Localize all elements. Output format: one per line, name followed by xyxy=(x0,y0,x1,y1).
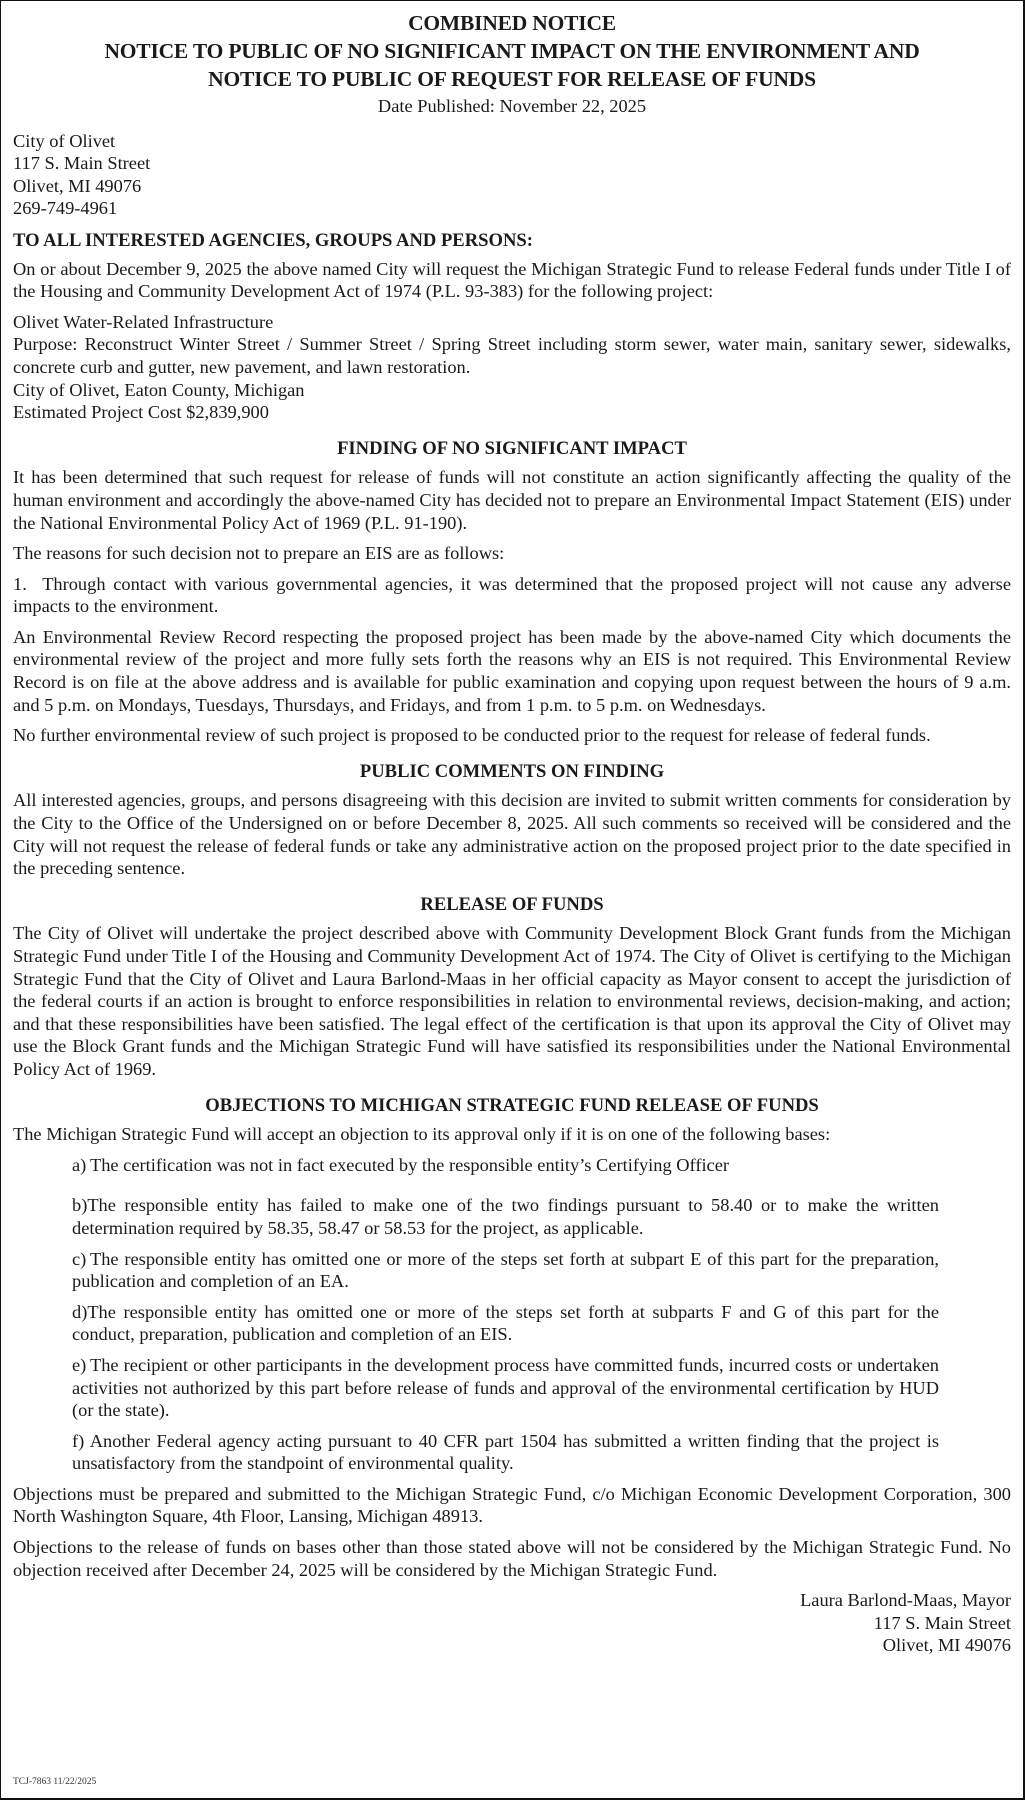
city-address-block xyxy=(13,130,1011,220)
objection-basis-e: e) The recipient or other participants in the development process have committed funds, incurred costs or undertaken activities not authorized by this part before release of funds and approval of the environmental certification by HUD (or the state). xyxy=(72,1354,939,1421)
objection-basis-a: a) The certification was not in fact executed by the responsible entity’s Certifying Officer xyxy=(72,1154,729,1175)
objection-basis-d: d)The responsible entity has omitted one or more of the steps set forth at subparts F and G of this part for the conduct, preparation, publication and completion of an EIS. xyxy=(72,1301,939,1345)
notice-title: COMBINED NOTICE xyxy=(408,11,616,35)
notice-header xyxy=(13,9,1011,118)
finding-heading: FINDING OF NO SIGNIFICANT IMPACT xyxy=(337,437,687,459)
project-location: City of Olivet, Eaton County, Michigan xyxy=(13,379,305,400)
date-published: Date Published: November 22, 2025 xyxy=(377,96,647,116)
public-comments-heading: PUBLIC COMMENTS ON FINDING xyxy=(359,760,665,782)
release-of-funds-paragraph: The City of Olivet will undertake the project described above with Community Development Block Grant funds from the Michigan Strategic Fund under Title I of the Housing and Community Development Act of 1974. The City of Olivet is certifying to the Michigan Strategic Fund that the City of Olivet and Laura Barlond-Maas in her official capacity as Mayor consent to accept the jurisdiction of the federal courts if an action is brought to enforce responsibilities in relation to environmental reviews, decision-making, and action; and that these responsibilities have been satisfied. The legal effect of the certification is that upon its approval the City of Olivet may use the Block Grant funds and the Michigan Strategic Fund will have satisfied its responsibilities under the National Environmental Policy Act of 1969. xyxy=(13,923,1011,1079)
public-comments-paragraph: All interested agencies, groups, and persons disagreeing with this decision are invited to submit written comments for consideration by the City to the Office of the Undersigned on or before December 8, 2025. All such comments so received will be considered and the City will not request the release of federal funds or take any administrative action on the proposed project prior to the date specified in the preceding sentence. xyxy=(13,790,1011,879)
objection-bases-list xyxy=(13,1154,1011,1475)
objection-basis-c: c) The responsible entity has omitted one or more of the steps set forth at subpart E of this part for the preparation, publication and completion of an EA. xyxy=(72,1248,939,1292)
objections-section xyxy=(13,1095,1011,1582)
project-name: Olivet Water-Related Infrastructure xyxy=(13,311,274,332)
reason-text: Through contact with various governmental agencies, it was determined that the proposed project will not cause any adverse impacts to the environment. xyxy=(13,573,1011,617)
signatory-city-state-zip: Olivet, MI 49076 xyxy=(882,1635,1011,1656)
objection-basis-b: b)The responsible entity has failed to make one of the two findings pursuant to 58.40 or to make the written determination required by 58.35, 58.47 or 58.53 for the project, as applicable. xyxy=(72,1195,939,1238)
objections-deadline-paragraph: Objections to the release of funds on bases other than those stated above will not be considered by the Michigan Strategic Fund. No objection received after December 24, 2025 will be considered by the Michigan Strategic Fund. xyxy=(13,1537,1011,1580)
signatory-street: 117 S. Main Street xyxy=(873,1612,1011,1633)
notice-subtitle-line-2: NOTICE TO PUBLIC OF REQUEST FOR RELEASE OF FUNDS xyxy=(208,67,816,91)
intro-paragraph: On or about December 9, 2025 the above named City will request the Michigan Strategic Fund to release Federal funds under Title I of the Housing and Community Development Act of 1974 (P.L. 93-383) for the following project: xyxy=(13,258,1011,302)
finding-paragraph-1: It has been determined that such request for release of funds will not constitute an action significantly affecting the quality of the human environment and accordingly the above-named City has decided not to prepare an Environmental Impact Statement (EIS) under the National Environmental Policy Act of 1969 (P.L. 91-190). xyxy=(13,467,1011,533)
objections-heading: OBJECTIONS TO MICHIGAN STRATEGIC FUND RELEASE OF FUNDS xyxy=(205,1094,819,1116)
finding-paragraph-4: No further environmental review of such project is proposed to be conducted prior to the request for release of federal funds. xyxy=(13,725,931,746)
project-cost: Estimated Project Cost $2,839,900 xyxy=(13,402,269,423)
finding-section xyxy=(13,438,1011,747)
reason-number: 1. xyxy=(13,573,27,594)
objections-intro: The Michigan Strategic Fund will accept an objection to its approval only if it is on one of the following bases: xyxy=(13,1124,831,1145)
project-block xyxy=(13,311,1011,424)
city-phone: 269-749-4961 xyxy=(13,198,118,219)
project-purpose: Purpose: Reconstruct Winter Street / Summer Street / Spring Street including storm sewer, water main, sanitary sewer, sidewalks, concrete curb and gutter, new pavement, and lawn restoration. xyxy=(13,334,1011,377)
signatory-name: Laura Barlond-Maas, Mayor xyxy=(800,1590,1011,1611)
signature-block xyxy=(13,1589,1011,1657)
objection-basis-f: f) Another Federal agency acting pursuant to 40 CFR part 1504 has submitted a written finding that the project is unsatisfactory from the standpoint of environmental quality. xyxy=(72,1430,939,1474)
release-of-funds-section xyxy=(13,894,1011,1081)
publication-code: TCJ-7863 11/22/2025 xyxy=(13,1777,97,1787)
city-state-zip: Olivet, MI 49076 xyxy=(13,175,142,196)
release-of-funds-heading: RELEASE OF FUNDS xyxy=(420,893,604,915)
notice-subtitle-line-1: NOTICE TO PUBLIC OF NO SIGNIFICANT IMPACT ON THE ENVIRONMENT AND xyxy=(104,39,920,63)
city-name: City of Olivet xyxy=(13,130,116,151)
finding-reason-1 xyxy=(13,573,1011,618)
objections-submission-paragraph: Objections must be prepared and submitted to the Michigan Strategic Fund, c/o Michigan Economic Development Corporation, 300 North Washington Square, 4th Floor, Lansing, Michigan 48913. xyxy=(13,1483,1011,1527)
finding-paragraph-3: An Environmental Review Record respecting the proposed project has been made by the above-named City which documents the environmental review of the project and more fully sets forth the reasons why an EIS is not required. This Environmental Review Record is on file at the above address and is available for public examination and copying upon request between the hours of 9 a.m. and 5 p.m. on Mondays, Tuesdays, Thursdays, and Fridays, and from 1 p.m. to 5 p.m. on Wednesdays. xyxy=(13,626,1011,715)
public-comments-section xyxy=(13,761,1011,880)
finding-paragraph-2: The reasons for such decision not to prepare an EIS are as follows: xyxy=(13,543,505,564)
salutation: TO ALL INTERESTED AGENCIES, GROUPS AND PERSONS: xyxy=(13,229,533,251)
city-street: 117 S. Main Street xyxy=(13,153,151,174)
